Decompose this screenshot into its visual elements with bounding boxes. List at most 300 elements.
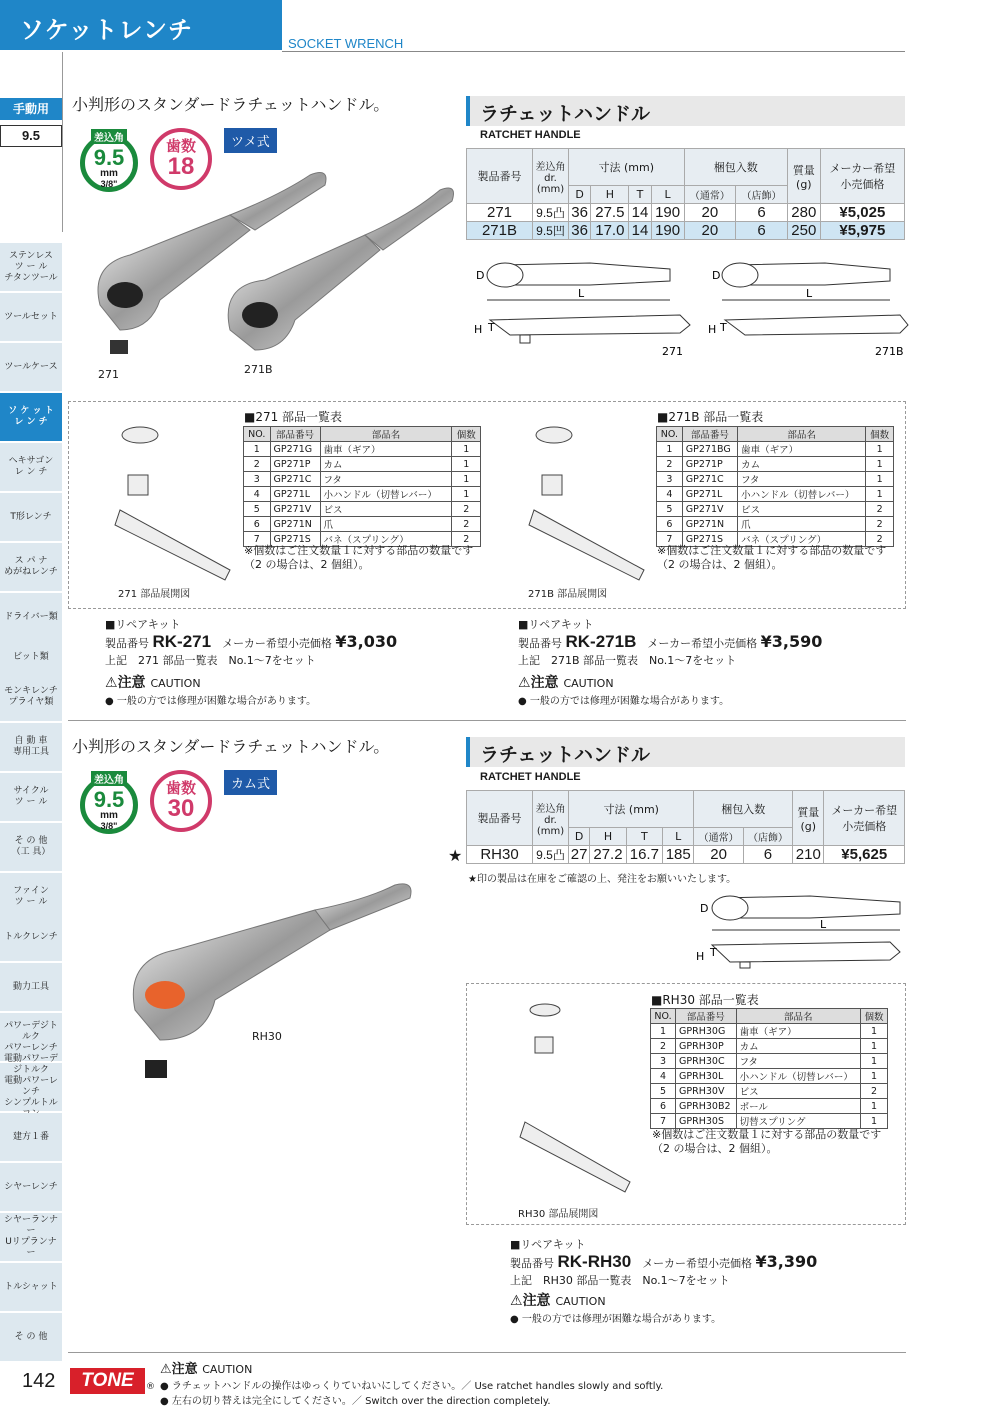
th-pack: 梱包入数 [694,791,793,828]
cell: 9.5凸 [533,846,569,864]
parts-header: 個数 [452,427,481,442]
parts-cell: GP271C [270,472,320,487]
dim-h2: H [708,323,717,336]
dim-t: T [710,946,717,959]
parts-header: 個数 [861,1009,888,1024]
parts-cell: GP271L [682,487,737,502]
caution-title: 注意 [171,1362,198,1377]
product-title-en: RATCHET HANDLE [480,129,581,141]
parts-rh30-note: ※個数はご注文数量１に対する部品の数量です （2 の場合は、2 個組）。 [652,1128,882,1155]
cell: RH30 [467,846,533,864]
caution-271 [105,672,316,707]
kit-head: ■リペアキット [518,618,594,631]
parts-cell: GPRH30V [676,1084,737,1099]
parts-row [651,1084,888,1099]
parts-cell: 4 [657,487,683,502]
cell: 6 [743,846,792,864]
parts-row [244,457,481,472]
warning-icon: ⚠ [160,1362,172,1377]
caution-en: CAUTION [150,677,201,690]
product-title: ラチェットハンドル [466,96,905,126]
parts-row [651,1099,888,1114]
parts-cell: GPRH30G [676,1024,737,1039]
th-dim: 寸法 (mm) [569,791,694,828]
parts-cell: GP271S [270,532,320,547]
badge-value: 9.5 [93,787,125,812]
parts-cell: 3 [657,472,683,487]
parts-header: 部品名 [736,1009,861,1024]
th-normal: （通常） [694,828,743,846]
sidebar-item[interactable]: ソ ケ ッ ト レ ン チ [0,393,62,442]
sidebar-item[interactable]: サイクル ツ ー ル [0,773,62,822]
parts-cell: GP271P [682,457,737,472]
kit-head: ■リペアキット [510,1238,586,1251]
kit-price: ¥3,030 [335,632,398,651]
parts-cell: 2 [452,517,481,532]
dim-label-271: 271 [662,345,683,358]
sidebar-item[interactable]: パワーデジトルク パワーレンチ [0,1013,62,1062]
parts-rh30-title: ■RH30 部品一覧表 [651,993,759,1007]
parts-cell: 1 [866,487,894,502]
teeth-title: 歯数 [165,779,196,797]
parts-cell: 1 [866,457,894,472]
parts-cell: 1 [452,487,481,502]
kit-price: ¥3,390 [755,1252,818,1271]
badge-inch: 3/8" [100,821,118,831]
cell: 20 [684,204,736,222]
kit-price-label: メーカー希望小売価格 [642,1257,752,1270]
parts-cell: 歯車（ギア） [736,1024,861,1039]
repair-kit-271 [105,616,397,668]
dim-d: D [700,902,709,915]
cell: 27.2 [590,846,626,864]
th-normal: （通常） [684,186,736,204]
parts-header: 部品名 [320,427,452,442]
header-rule [282,51,905,52]
parts-table-271 [243,426,481,547]
th-l: L [651,186,684,204]
parts-row [657,502,894,517]
dim-t: T [488,321,495,334]
parts-cell: 歯車（ギア） [320,442,452,457]
th-dr: 差込角 dr. (mm) [533,791,569,846]
th-price: メーカー希望 小売価格 [820,149,904,204]
caution-en: CAUTION [555,1295,606,1308]
cell: 27.5 [591,204,629,222]
brand-logo: TONE [70,1368,145,1394]
dimension-drawing-271 [470,255,910,360]
sidebar-item[interactable]: ツールセット [0,293,62,342]
parts-cell: カム [320,457,452,472]
th-t: T [629,186,651,204]
th-d: D [569,186,591,204]
parts-cell: GP271L [270,487,320,502]
sidebar-item[interactable]: シヤーレンチ [0,1163,62,1212]
parts-row [657,472,894,487]
parts-cell: 3 [244,472,271,487]
th-pack: 梱包入数 [684,149,787,186]
parts-cell: 小ハンドル（切替レバー） [738,487,866,502]
sidebar-item[interactable]: そ の 他 [0,1313,62,1362]
brand-mark: ® [146,1382,155,1392]
caption-271: 271 部品展開図 [118,589,191,600]
cell: 20 [694,846,743,864]
parts-cell: 2 [866,532,894,547]
caption-rh30: RH30 部品展開図 [518,1209,599,1220]
parts-cell: ビス [736,1084,861,1099]
th-dr: 差込角 dr. (mm) [533,149,569,204]
label-271: 271 [98,368,119,381]
sidebar-item[interactable]: ドライバー類 [0,593,62,642]
parts-cell: バネ（スプリング） [738,532,866,547]
th-store: （店飾） [743,828,792,846]
footer-rule [68,1352,906,1353]
cell: 14 [629,204,651,222]
th-code: 製品番号 [467,149,533,204]
parts-cell: フタ [736,1054,861,1069]
cell: 9.5凹 [533,222,569,240]
parts-row [244,487,481,502]
label-271b: 271B [244,363,273,376]
sidebar-item[interactable]: そ の 他 （工 具） [0,823,62,872]
th-code: 製品番号 [467,791,533,846]
repair-kit-271b [518,616,822,668]
dim-l2: L [806,287,813,300]
kit-code-label: 製品番号 [518,637,562,650]
kit-code-label: 製品番号 [510,1257,554,1270]
parts-table-271b [656,426,894,547]
caution-271b [518,672,729,707]
parts-271b-note: ※個数はご注文数量１に対する部品の数量です （2 の場合は、2 個組）。 [657,544,887,571]
badge-title: 差込角 [91,771,127,786]
kit-price-label: メーカー希望小売価格 [647,637,758,650]
parts-cell: 1 [861,1039,888,1054]
parts-row [657,487,894,502]
cell: 36 [569,222,591,240]
parts-cell: 2 [866,517,894,532]
th-price: メーカー希望 小売価格 [824,791,905,846]
parts-cell: GP271BG [682,442,737,457]
parts-cell: GPRH30B2 [676,1099,737,1114]
badge-inch: 3/8" [100,179,118,189]
star-mark: ★ [448,846,463,865]
parts-cell: 1 [452,442,481,457]
parts-row [657,442,894,457]
sidebar-item[interactable]: トルクレンチ [0,913,62,962]
parts-cell: 7 [657,532,683,547]
parts-cell: GPRH30L [676,1069,737,1084]
parts-cell: 小ハンドル（切替レバー） [320,487,452,502]
header-subtitle: SOCKET WRENCH [288,36,404,51]
parts-cell: 5 [657,502,683,517]
parts-row [651,1069,888,1084]
parts-cell: 爪 [738,517,866,532]
cell: 16.7 [626,846,662,864]
product-title-en: RATCHET HANDLE [480,771,581,783]
parts-cell: 1 [651,1024,676,1039]
cell: 14 [629,222,651,240]
kit-code-label: 製品番号 [105,637,149,650]
kit-note: 上記 271 部品一覧表 No.1〜7をセット [105,654,316,667]
badge-title: 差込角 [91,129,127,144]
footer-line-1: ● ラチェットハンドルの操作はゆっくりていねいにしてください。／ Use ratchet handles slowly and softly. [160,1381,664,1392]
sidebar-item[interactable]: トルシャット [0,1263,62,1312]
parts-cell: 2 [651,1039,676,1054]
parts-cell: 5 [651,1084,676,1099]
badge-value: 9.5 [93,145,125,170]
cell: ¥5,975 [820,222,904,240]
parts-cell: 2 [452,502,481,517]
sidebar-item[interactable]: 自 動 車 専用工具 [0,723,62,772]
cell: 17.0 [591,222,629,240]
kit-code: RK-RH30 [557,1252,632,1271]
parts-cell: 1 [452,457,481,472]
parts-cell: バネ（スプリング） [320,532,452,547]
parts-row [651,1054,888,1069]
dim-label-271b: 271B [875,345,904,358]
parts-cell: GP271N [682,517,737,532]
caution-text: ● 一般の方では修理が困難な場合があります。 [518,696,730,707]
caution-title: 注意 [117,675,146,691]
parts-cell: 5 [244,502,271,517]
label-rh30: RH30 [252,1030,282,1043]
parts-cell: 1 [866,472,894,487]
teeth-title: 歯数 [165,137,196,155]
parts-cell: GP271S [682,532,737,547]
drive-size-badge [80,776,138,834]
caution-en: CAUTION [202,1363,253,1376]
th-store: （店飾） [736,186,788,204]
caution-text: ● 一般の方では修理が困難な場合があります。 [105,696,317,707]
th-d: D [569,828,590,846]
parts-cell: 1 [866,442,894,457]
parts-271-note: ※個数はご注文数量１に対する部品の数量です （2 の場合は、2 個組）。 [244,544,474,571]
sidebar-item[interactable]: 建方１番 [0,1113,62,1162]
parts-cell: 1 [861,1114,888,1129]
sidebar-item[interactable]: シヤーランナー Uリプランナー [0,1213,62,1262]
parts-cell: フタ [320,472,452,487]
parts-row [651,1114,888,1129]
teeth-value: 30 [167,795,195,822]
parts-cell: ビス [320,502,452,517]
cell: 6 [736,204,788,222]
parts-cell: GP271V [682,502,737,517]
parts-cell: 6 [244,517,271,532]
caution-rh30 [510,1290,721,1325]
parts-header: 部品名 [738,427,866,442]
dim-l: L [578,287,585,300]
cell: ¥5,625 [824,846,905,864]
parts-row [657,457,894,472]
parts-cell: GP271P [270,457,320,472]
parts-cell: 2 [452,532,481,547]
parts-cell: カム [738,457,866,472]
ratchet-photo-271 [80,155,460,385]
sidebar-item[interactable]: モンキレンチ プライヤ類 [0,673,62,722]
parts-cell: GPRH30S [676,1114,737,1129]
parts-header: 部品番号 [682,427,737,442]
kit-note: 上記 271B 部品一覧表 No.1〜7をセット [518,654,737,667]
dim-d: D [476,269,485,282]
parts-row [657,517,894,532]
parts-cell: GPRH30P [676,1039,737,1054]
parts-cell: カム [736,1039,861,1054]
exploded-view-271 [80,410,240,590]
section1-lead: 小判形のスタンダードラチェットハンドル。 [72,95,390,114]
cell: 210 [793,846,824,864]
kit-head: ■リペアキット [105,618,181,631]
dim-h: H [474,323,483,336]
parts-cell: 切替スプリング [736,1114,861,1129]
dim-h: H [696,950,705,963]
cell: 9.5凸 [533,204,569,222]
spec-table [466,148,905,240]
parts-cell: 爪 [320,517,452,532]
exploded-view-rh30 [480,992,640,1202]
dim-l: L [820,918,827,931]
parts-cell: 2 [866,502,894,517]
parts-row [244,472,481,487]
exploded-view-271b [494,410,654,590]
parts-row [244,502,481,517]
badge-unit: mm [100,168,118,179]
divider [62,52,63,232]
caution-en: CAUTION [563,677,614,690]
kit-note: 上記 RH30 部品一覧表 No.1〜7をセット [510,1274,730,1287]
type-tag: ツメ式 [224,128,277,153]
parts-cell: フタ [738,472,866,487]
teeth-value: 18 [167,153,195,180]
sidebar-item[interactable]: ジトルク 電動パワーレンチ シンプルトル [0,1063,62,1112]
caution-text: ● 一般の方では修理が困難な場合があります。 [510,1314,722,1325]
spec-table-rh30 [466,790,905,864]
product-title: ラチェットハンドル [466,737,905,767]
parts-header: NO. [651,1009,676,1024]
parts-header: 部品番号 [676,1009,737,1024]
cell: 190 [651,222,684,240]
parts-header: 部品番号 [270,427,320,442]
parts-row [244,517,481,532]
badge-unit: mm [100,810,118,821]
sidebar-item[interactable]: T形レンチ [0,493,62,542]
table-row [467,204,905,222]
parts-271-title: ■271 部品一覧表 [244,410,343,424]
cell: 271B [467,222,533,240]
th-t: T [626,828,662,846]
parts-header: 個数 [866,427,894,442]
parts-cell: 6 [657,517,683,532]
kit-code: RK-271B [565,632,637,651]
parts-271b-title: ■271B 部品一覧表 [657,410,764,424]
parts-cell: GP271N [270,517,320,532]
th-mass: 質量 (g) [787,149,820,204]
sidebar-item[interactable]: ス パ ナ めがねレンチ [0,543,62,592]
ratchet-photo-rh30 [115,880,435,1100]
parts-header: NO. [657,427,683,442]
warning-icon: ⚠ [518,675,531,691]
cell: 36 [569,204,591,222]
parts-cell: 小ハンドル（切替レバー） [736,1069,861,1084]
warning-icon: ⚠ [105,675,118,691]
caution-title: 注意 [530,675,559,691]
cell: 271 [467,204,533,222]
sidebar-item[interactable]: ヘキサゴン レ ン チ [0,443,62,492]
cell: 27 [569,846,590,864]
footer-caution [160,1358,663,1407]
repair-kit-rh30 [510,1236,817,1288]
th-dim: 寸法 (mm) [569,149,685,186]
parts-cell: 4 [651,1069,676,1084]
section-divider [68,720,906,721]
kit-price: ¥3,590 [760,632,823,651]
parts-cell: 1 [452,472,481,487]
parts-cell: 7 [244,532,271,547]
parts-cell: 2 [861,1084,888,1099]
parts-cell: 1 [657,442,683,457]
cell: 185 [663,846,694,864]
section2-lead: 小判形のスタンダードラチェットハンドル。 [72,737,390,756]
parts-cell: 2 [244,457,271,472]
cell: ¥5,025 [820,204,904,222]
parts-cell: ボール [736,1099,861,1114]
table-row [467,846,905,864]
parts-cell: 1 [861,1054,888,1069]
cell: 20 [684,222,736,240]
caution-title: 注意 [522,1293,551,1309]
warning-icon: ⚠ [510,1293,523,1309]
parts-cell: GP271V [270,502,320,517]
parts-cell: 歯車（ギア） [738,442,866,457]
parts-cell: ビス [738,502,866,517]
cell: 250 [787,222,820,240]
parts-cell: GP271G [270,442,320,457]
footer-line-2: ● 左右の切り替えは完全にしてください。／ Switch over the direction completely. [160,1396,551,1407]
th-h: H [590,828,626,846]
header-title: ソケットレンチ [0,0,282,50]
stock-note: ★印の製品は在庫をご確認の上、発注をお願いいたします。 [468,874,737,885]
sidebar-item[interactable]: ツールケース [0,343,62,392]
parts-cell: 7 [651,1114,676,1129]
parts-row [651,1039,888,1054]
parts-cell: 3 [651,1054,676,1069]
sidebar-item[interactable]: 動力工具 [0,963,62,1012]
type-tag: カム式 [224,770,277,795]
parts-cell: 6 [651,1099,676,1114]
parts-row [651,1024,888,1039]
parts-cell: GP271C [682,472,737,487]
parts-cell: 1 [244,442,271,457]
cell: 280 [787,204,820,222]
sidebar-item[interactable]: ビット類 [0,633,62,682]
th-mass: 質量 (g) [793,791,824,846]
dim-t2: T [720,321,727,334]
sidebar-item[interactable]: ファイン ツ ー ル [0,873,62,922]
category-size: 9.5 [0,125,62,147]
kit-code: RK-271 [152,632,212,651]
th-l: L [663,828,694,846]
parts-cell: 4 [244,487,271,502]
parts-header: NO. [244,427,271,442]
sidebar-item[interactable]: ステンレス ツ ー ル チタンツール [0,243,62,292]
parts-cell: 1 [861,1069,888,1084]
parts-cell: 1 [861,1024,888,1039]
parts-row [244,442,481,457]
table-row [467,222,905,240]
parts-cell: 1 [861,1099,888,1114]
kit-price-label: メーカー希望小売価格 [222,637,332,650]
caption-271b: 271B 部品展開図 [528,589,608,600]
parts-table-rh30 [650,1008,888,1129]
